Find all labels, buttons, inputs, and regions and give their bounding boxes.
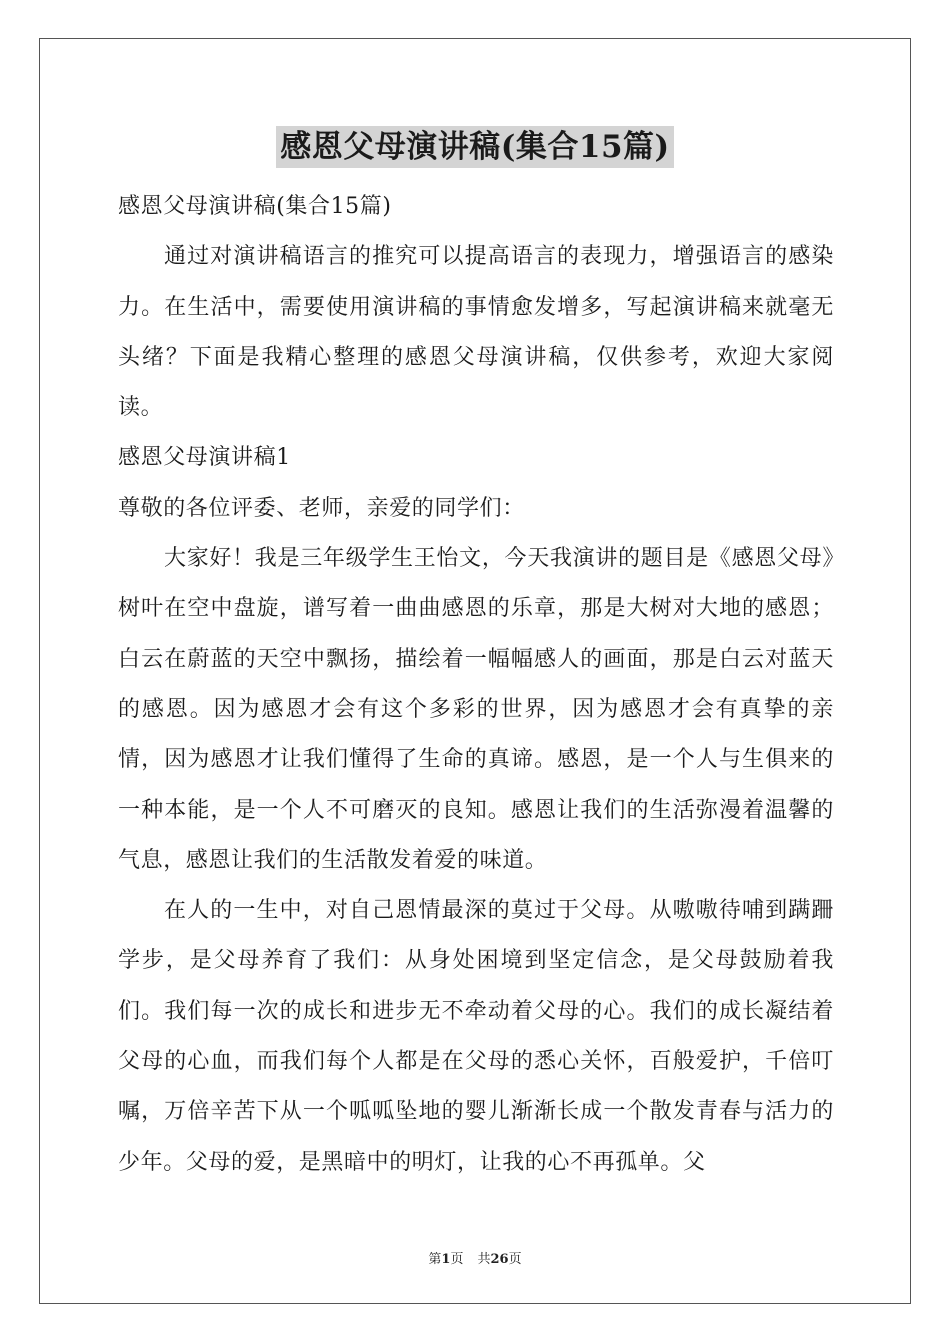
- footer-total-pages: 26: [490, 1252, 509, 1267]
- footer-current-page: 1: [441, 1252, 451, 1267]
- body-paragraph-1: 大家好！我是三年级学生王怡文，今天我演讲的题目是《感恩父母》树叶在空中盘旋，谱写着一曲曲感恩的乐章，那是大树对大地的感恩；白云在蔚蓝的天空中飘扬，描绘着一幅幅感人的画面，那是白云对蓝天的感恩。因为感恩才会有这个多彩的世界，因为感恩才会有真挚的亲情，因为感恩才让我们懂得了生命的真谛。感恩，是一个人与生俱来的一种本能，是一个人不可磨灭的良知。感恩让我们的生活弥漫着温馨的气息，感恩让我们的生活散发着爱的味道。: [118, 546, 834, 873]
- document-title: 感恩父母演讲稿(集合15篇): [276, 126, 673, 168]
- salutation: 尊敬的各位评委、老师，亲爱的同学们：: [118, 495, 525, 521]
- footer-total-unit: 页: [508, 1252, 522, 1267]
- document-subtitle: 感恩父母演讲稿(集合15篇): [118, 194, 392, 219]
- footer-page-unit: 页: [450, 1252, 464, 1267]
- title-container: [0, 126, 950, 168]
- section-heading: 感恩父母演讲稿1: [118, 445, 291, 471]
- footer-total-prefix: 共: [477, 1252, 491, 1267]
- page-footer: [0, 1248, 950, 1267]
- body-paragraph-2: 在人的一生中，对自己恩情最深的莫过于父母。从嗷嗷待哺到蹒跚学步，是父母养育了我们：从身处困境到坚定信念，是父母鼓励着我们。我们每一次的成长和进步无不牵动着父母的心。我们的成长凝结着父母的心血，而我们每个人都是在父母的悉心关怀，百般爱护，千倍叮嘱，万倍辛苦下从一个呱呱坠地的婴儿渐渐长成一个散发青春与活力的少年。父母的爱，是黑暗中的明灯，让我的心不再孤单。父: [118, 898, 834, 1175]
- document-body: [118, 182, 834, 1188]
- footer-prefix: 第: [428, 1252, 442, 1267]
- intro-paragraph: 通过对演讲稿语言的推究可以提高语言的表现力，增强语言的感染力。在生活中，需要使用演讲稿的事情愈发增多，写起演讲稿来就毫无头绪？下面是我精心整理的感恩父母演讲稿，仅供参考，欢迎大家阅读。: [118, 244, 834, 421]
